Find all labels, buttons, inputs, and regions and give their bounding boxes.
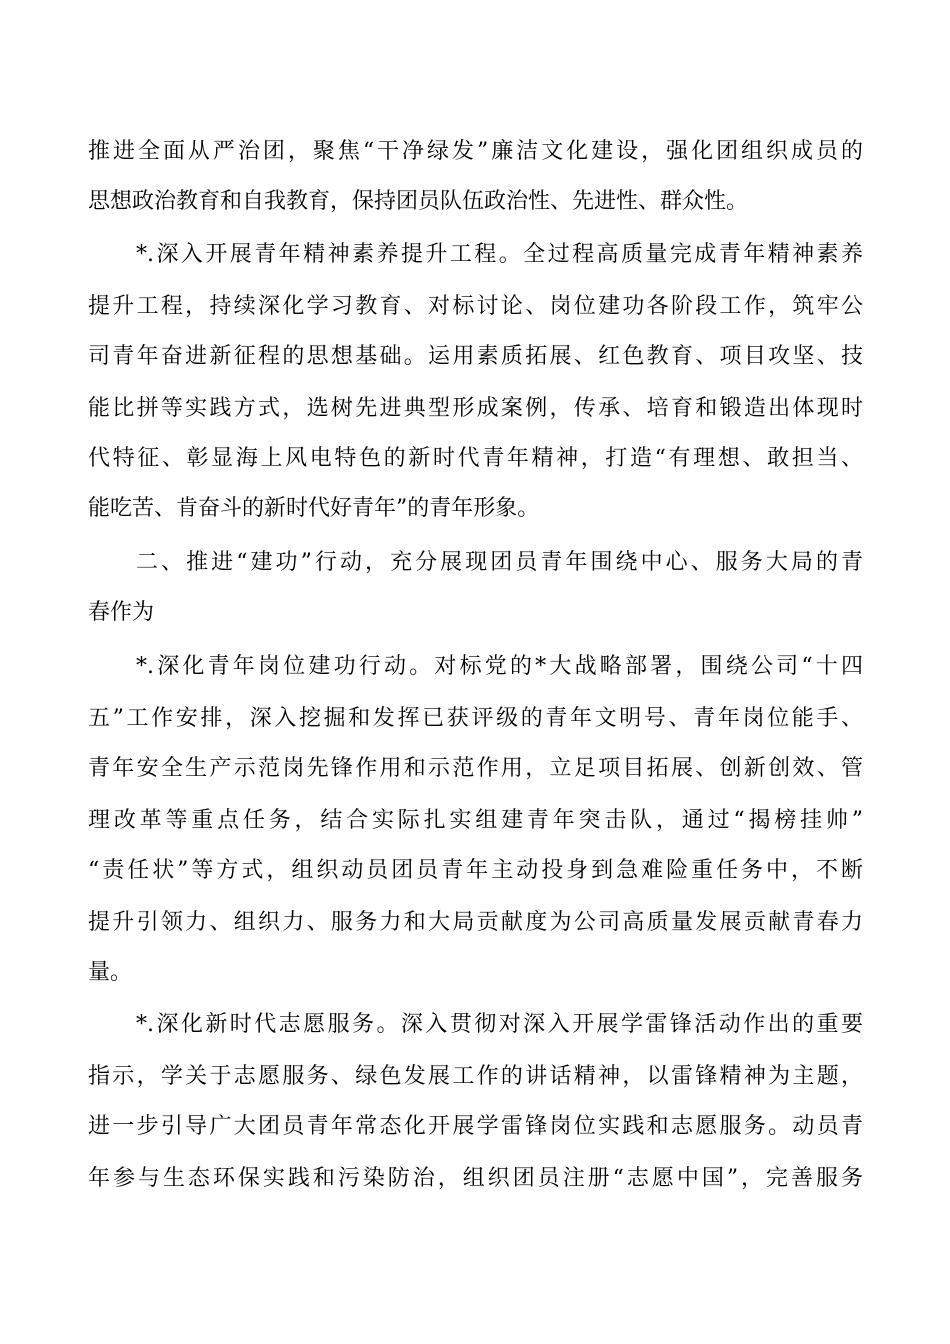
text-line: 司青年奋进新征程的思想基础。运用素质拓展、红色教育、项目攻坚、技 bbox=[88, 344, 863, 369]
text-line: 提升引领力、组织力、服务力和大局贡献度为公司高质量发展贡献青春力 bbox=[88, 910, 863, 935]
section-heading-continuation: 春作为 bbox=[88, 600, 155, 625]
text-line: 指示，学关于志愿服务、绿色发展工作的讲话精神，以雷锋精神为主题， bbox=[88, 1064, 863, 1089]
text-line: 思想政治教育和自我教育，保持团员队伍政治性、先进性、群众性。 bbox=[88, 189, 749, 214]
text-line: 进一步引导广大团员青年常态化开展学雷锋岗位实践和志愿服务。动员青 bbox=[88, 1114, 863, 1139]
text-line: 能吃苦、肯奋斗的新时代好青年”的青年形象。 bbox=[88, 496, 540, 521]
paragraph-heading: *.深化新时代志愿服务。深入贯彻对深入开展学雷锋活动作出的重要 bbox=[136, 1012, 863, 1037]
text-line: 推进全面从严治团，聚焦“干净绿发”廉洁文化建设，强化团组织成员的 bbox=[88, 139, 863, 164]
text-line: “责任状”等方式，组织动员团员青年主动投身到急难险重任务中，不断 bbox=[88, 858, 863, 883]
text-line: 年参与生态环保实践和污染防治，组织团员注册“志愿中国”，完善服务 bbox=[88, 1166, 863, 1191]
section-heading: 二、推进“建功”行动，充分展现团员青年围绕中心、服务大局的青 bbox=[136, 550, 863, 575]
text-line: 代特征、彰显海上风电特色的新时代青年精神，打造“有理想、敢担当、 bbox=[88, 446, 863, 471]
text-line: 量。 bbox=[88, 960, 133, 985]
text-line: 五”工作安排，深入挖掘和发挥已获评级的青年文明号、青年岗位能手、 bbox=[88, 706, 863, 731]
text-line: 提升工程，持续深化学习教育、对标讨论、岗位建功各阶段工作，筑牢公 bbox=[88, 294, 863, 319]
text-line: 青年安全生产示范岗先锋作用和示范作用，立足项目拓展、创新创效、管 bbox=[88, 756, 863, 781]
text-line: 能比拼等实践方式，选树先进典型形成案例，传承、培育和锻造出体现时 bbox=[88, 396, 863, 421]
paragraph-heading: *.深化青年岗位建功行动。对标党的*大战略部署，围绕公司“十四 bbox=[136, 654, 863, 679]
text-line: 理改革等重点任务，结合实际扎实组建青年突击队，通过“揭榜挂帅” bbox=[88, 808, 863, 833]
paragraph-heading: *.深入开展青年精神素养提升工程。全过程高质量完成青年精神素养 bbox=[136, 242, 863, 267]
